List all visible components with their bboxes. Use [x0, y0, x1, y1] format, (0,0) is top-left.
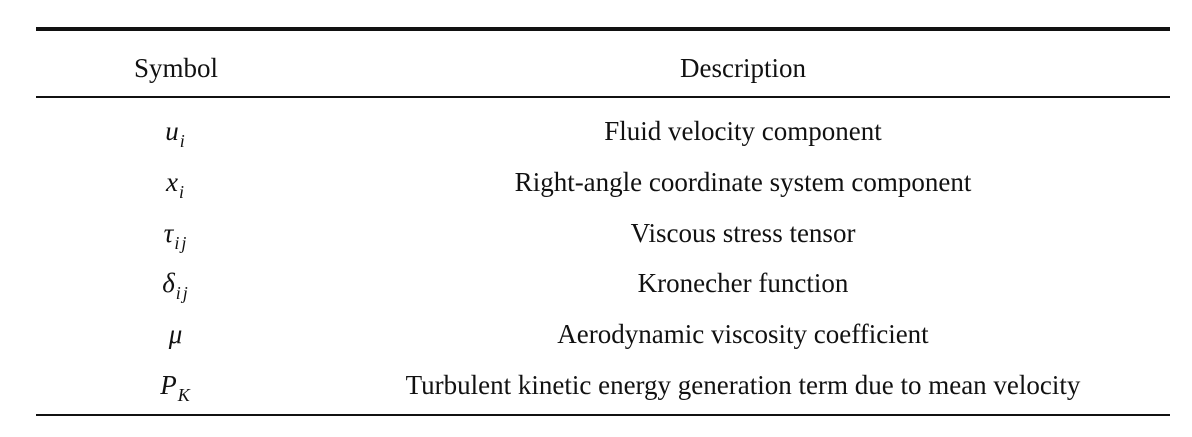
symbol-cell — [163, 218, 189, 253]
symbol-base: u — [165, 116, 179, 146]
header-symbol: Symbol — [133, 53, 219, 83]
symbol-base: x — [166, 167, 178, 197]
description-cell: Viscous stress tensor — [630, 218, 856, 248]
description-cell: Turbulent kinetic energy generation term due to mean velocity — [405, 370, 1081, 400]
table-row — [36, 268, 1170, 303]
table-row — [36, 218, 1170, 253]
symbol-cell — [162, 268, 190, 303]
symbol-cell — [169, 321, 184, 348]
table-row — [36, 167, 1170, 202]
table-row — [36, 116, 1170, 151]
description-cell: Kronecher function — [637, 268, 849, 298]
symbol-cell — [165, 116, 187, 151]
symbol-subscript: ij — [174, 233, 189, 253]
symbol-subscript: i — [178, 182, 186, 202]
symbol-subscript: i — [179, 131, 187, 151]
description-cell: Right-angle coordinate system component — [514, 167, 972, 197]
symbol-base: P — [160, 370, 177, 400]
symbol-cell — [166, 167, 186, 202]
table-row — [36, 370, 1170, 405]
description-cell: Fluid velocity component — [604, 116, 882, 146]
table-header-rule — [36, 96, 1170, 98]
symbol-subscript: ij — [175, 283, 190, 303]
table-row — [36, 321, 1170, 351]
symbol-base: δ — [162, 268, 175, 298]
symbol-cell — [160, 370, 192, 405]
description-cell: Aerodynamic viscosity coefficient — [557, 319, 929, 349]
symbol-base: μ — [168, 319, 183, 349]
table-bottom-rule — [36, 414, 1170, 416]
symbol-subscript: K — [177, 385, 192, 405]
table-top-rule — [36, 27, 1170, 31]
header-description: Description — [680, 53, 806, 83]
symbol-base: τ — [163, 218, 174, 248]
